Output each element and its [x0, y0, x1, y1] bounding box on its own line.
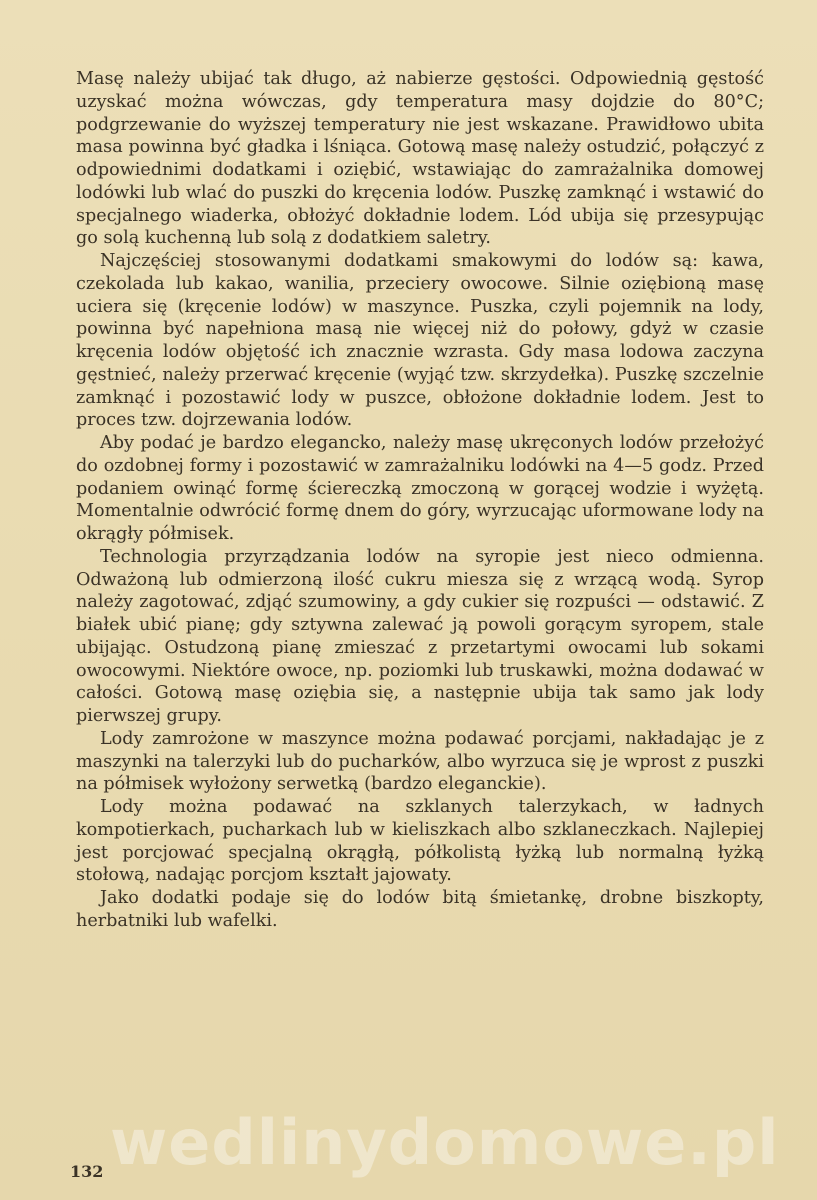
- paragraph-7: Jako dodatki podaje się do lodów bitą śmietankę, drobne biszkopty, herbatniki lub wafelki.: [76, 888, 764, 931]
- page-number: 132: [70, 1162, 104, 1181]
- body-text: [76, 68, 764, 933]
- watermark: wedlinydomowe.pl: [110, 1106, 780, 1179]
- paragraph-3: Aby podać je bardzo elegancko, należy masę ukręconych lodów przełożyć do ozdobnej formy i pozostawić w zamrażalniku lodówki na 4—5 godz. Przed podaniem owinąć formę ściereczką zmoczoną w gorącej wodzie i wyżętą. Momentalnie odwrócić formę dnem do góry, wyrzucając uformowane lody na okrągły półmisek.: [76, 433, 764, 544]
- paragraph-1: Masę należy ubijać tak długo, aż nabierze gęstości. Odpowiednią gęstość uzyskać można wówczas, gdy temperatura masy dojdzie do 80°C; podgrzewanie do wyższej temperatury nie jest wskazane. Prawidłowo ubita masa powinna być gładka i lśniąca. Gotową masę należy ostudzić, połączyć z odpowiednimi dodatkami i oziębić, wstawiając do zamrażalnika domowej lodówki lub wlać do puszki do kręcenia lodów. Puszkę zamknąć i wstawić do specjalnego wiaderka, obłożyć dokładnie lodem. Lód ubija się przesypując go solą kuchenną lub solą z dodatkiem saletry.: [76, 69, 764, 249]
- paragraph-4: Technologia przyrządzania lodów na syropie jest nieco odmienna. Odważoną lub odmierzoną ilość cukru miesza się z wrzącą wodą. Syrop należy zagotować, zdjąć szumowiny, a gdy cukier się rozpuści — odstawić. Z białek ubić pianę; gdy sztywna zalewać ją powoli gorącym syropem, stale ubijając. Ostudzoną pianę zmieszać z przetartymi owocami lub sokami owocowymi. Niektóre owoce, np. poziomki lub truskawki, można dodawać w całości. Gotową masę oziębia się, a następnie ubija tak samo jak lody pierwszej grupy.: [76, 546, 764, 726]
- paragraph-2: Najczęściej stosowanymi dodatkami smakowymi do lodów są: kawa, czekolada lub kakao, wanilia, przeciery owocowe. Silnie oziębioną masę uciera się (kręcenie lodów) w maszynce. Puszka, czyli pojemnik na lody, powinna być napełniona masą nie więcej niż do połowy, gdyż w czasie kręcenia lodów objętość ich znacznie wzrasta. Gdy masa lodowa zaczyna gęstnieć, należy przerwać kręcenie (wyjąć tzw. skrzydełka). Puszkę szczelnie zamknąć i pozostawić lody w puszce, obłożone dokładnie lodem. Jest to proces tzw. dojrzewania lodów.: [76, 251, 764, 431]
- paragraph-6: Lody można podawać na szklanych talerzykach, w ładnych kompotierkach, pucharkach lub w kieliszkach albo szklaneczkach. Najlepiej jest porcjować specjalną okrągłą, półkolistą łyżką lub normalną łyżką stołową, nadając porcjom kształt jajowaty.: [76, 797, 764, 886]
- paragraph-5: Lody zamrożone w maszynce można podawać porcjami, nakładając je z maszynki na talerzyki lub do pucharków, albo wyrzuca się je wprost z puszki na półmisek wyłożony serwetką (bardzo eleganckie).: [76, 728, 764, 795]
